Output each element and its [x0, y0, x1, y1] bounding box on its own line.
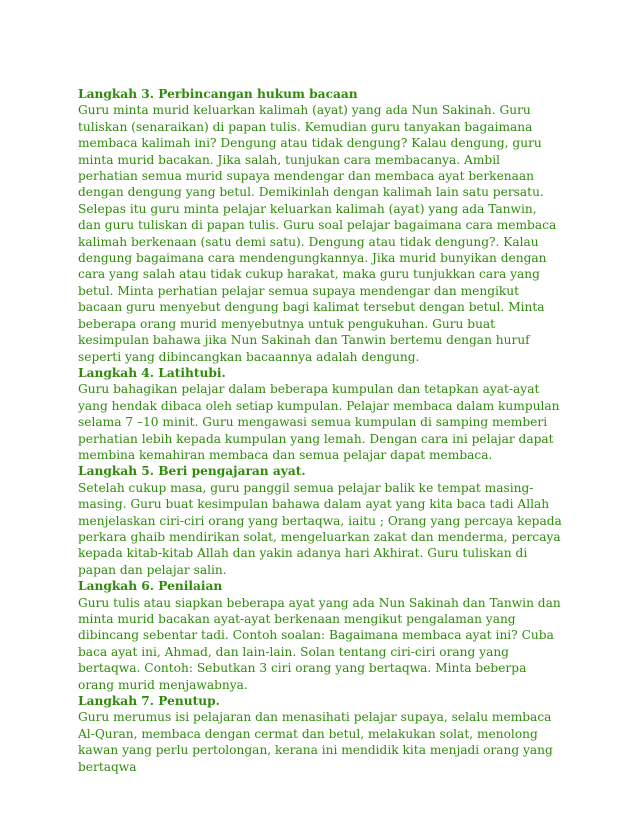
section-heading: Langkah 3. Perbincangan hukum bacaan	[78, 87, 358, 101]
paragraph: Selepas itu guru minta pelajar keluarkan kalimah (ayat) yang ada Tanwin, dan guru tuliskan di papan tulis. Guru soal pelajar bagaimana cara membaca kalimah berkenaan (satu demi satu). Dengung atau tidak dengung?. Kalau dengung bagaimana cara mendengungkannya. Jika murid bunyikan dengan cara yang salah atau tidak cukup harakat, maka guru tunjukkan cara yang betul. Minta perhatian pelajar semua supaya mendengar dan mengikut bacaan guru menyebut dengung bagi kalimat tersebut dengan betul. Minta beberapa orang murid menyebutnya untuk pengukuhan. Guru buat kesimpulan bahawa jika Nun Sakinah dan Tanwin bertemu dengan huruf seperti yang dibincangkan bacaannya adalah dengung.	[78, 201, 557, 364]
section-langkah-4	[78, 365, 563, 463]
paragraph: Guru merumus isi pelajaran dan menasihati pelajar supaya, selalu membaca Al-Quran, membaca dengan cermat dan betul, melakukan solat, menolong kawan yang perlu pertolongan, kerana ini mendidik kita menjadi orang yang bertaqwa	[78, 710, 553, 774]
section-langkah-5	[78, 463, 563, 578]
paragraph: Setelah cukup masa, guru panggil semua pelajar balik ke tempat masing-masing. Guru buat kesimpulan bahawa dalam ayat yang kita baca tadi Allah menjelaskan ciri-ciri orang yang bertaqwa, iaitu ; Orang yang percaya kepada perkara ghaib mendirikan solat, mengeluarkan zakat dan menderma, percaya kepada kitab-kitab Allah dan yakin adanya hari Akhirat. Guru tuliskan di papan dan pelajar salin.	[78, 480, 562, 577]
section-heading: Langkah 6. Penilaian	[78, 579, 223, 594]
section-heading: Langkah 5. Beri pengajaran ayat.	[78, 464, 306, 479]
section-langkah-3	[78, 86, 563, 365]
section-heading: Langkah 7. Penutup.	[78, 694, 220, 709]
paragraph: Guru tulis atau siapkan beberapa ayat yang ada Nun Sakinah dan Tanwin dan minta murid bacakan ayat-ayat berkenaan mengikut pengalaman yang dibincang sebentar tadi. Contoh soalan: Bagaimana membaca ayat ini? Cuba baca ayat ini, Ahmad, dan lain-lain. Solan tentang ciri-ciri orang yang bertaqwa. Contoh: Sebutkan 3 ciri orang yang bertaqwa. Minta beberpa orang murid menjawabnya.	[78, 595, 561, 692]
section-langkah-6	[78, 578, 563, 693]
document-page	[78, 86, 563, 775]
paragraph: Guru bahagikan pelajar dalam beberapa kumpulan dan tetapkan ayat-ayat yang hendak dibaca oleh setiap kumpulan. Pelajar membaca dalam kumpulan selama 7 –10 minit. Guru mengawasi semua kumpulan di samping memberi perhatian lebih kepada kumpulan yang lemah. Dengan cara ini pelajar dapat membina kemahiran membaca dan semua pelajar dapat membaca.	[78, 382, 560, 462]
section-langkah-7	[78, 693, 563, 775]
paragraph: Guru minta murid keluarkan kalimah (ayat) yang ada Nun Sakinah. Guru tuliskan (senaraikan) di papan tulis. Kemudian guru tanyakan bagaimana membaca kalimah ini? Dengung atau tidak dengung? Kalau dengung, guru minta murid bacakan. Jika salah, tunjukan cara membacanya. Ambil perhatian semua murid supaya mendengar dan membaca ayat berkenaan dengan dengung yang betul. Demikinlah dengan kalimah lain satu persatu.	[78, 103, 544, 200]
section-heading: Langkah 4. Latihtubi.	[78, 365, 226, 380]
